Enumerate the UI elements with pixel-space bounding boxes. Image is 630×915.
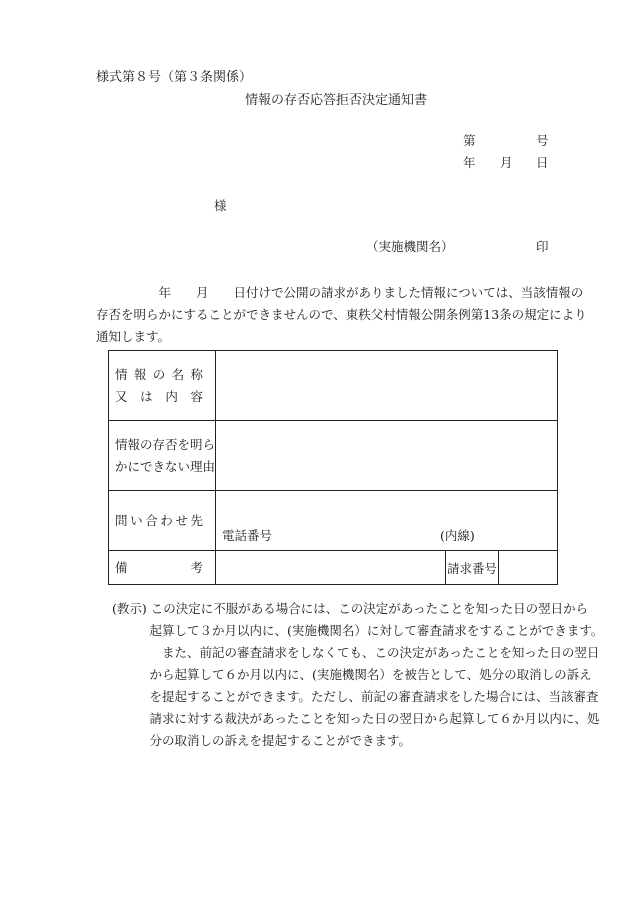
request-number-field[interactable] [499, 551, 558, 585]
date-month: 月 [500, 155, 513, 170]
remarks-field[interactable] [216, 551, 446, 585]
table-row-info-name [109, 351, 558, 421]
body-line: 通知します。 [96, 329, 171, 344]
notice-line: 起算して３か月以内に、(実施機関名）に対して審査請求をすることができます。 [112, 623, 604, 638]
notice-line: から起算して６か月以内に、(実施機関名）を被告として、処分の取消しの訴え [112, 667, 592, 682]
table-row-contact [109, 491, 558, 551]
notice-line: を提起することができます。ただし、前記の審査請求をした場合には、当該審査 [112, 689, 599, 704]
remarks-label: 備 考 [109, 551, 216, 585]
phone-label: 電話番号 [222, 528, 273, 543]
contact-label: 問 い 合 わ せ 先 [109, 491, 216, 551]
document-title: 情報の存否応答拒否決定通知書 [245, 93, 428, 108]
info-name-label: 情 報 の 名 称 又 は 内 容 [109, 351, 216, 421]
notice-line: 請求に対する裁決があったことを知った日の翌日から起算して６か月以内に、処 [112, 711, 600, 726]
number-suffix: 号 [536, 133, 549, 148]
notice-line: また、前記の審査請求をしなくても、この決定があったことを知った日の翌日 [112, 645, 600, 660]
form-id: 様式第８号（第３条関係） [96, 70, 253, 85]
info-name-field[interactable] [216, 351, 558, 421]
date-year: 年 [463, 155, 476, 170]
contact-field[interactable] [216, 491, 558, 551]
notice-line: 分の取消しの訴えを提起することができます。 [112, 733, 412, 748]
reason-field[interactable] [216, 421, 558, 491]
body-line: 年 月 日付けで公開の請求がありました情報については、当該情報の [96, 285, 584, 300]
addressee-suffix: 様 [214, 198, 227, 213]
date-day: 日 [536, 155, 549, 170]
request-number-label: 請求番号 [446, 551, 499, 585]
issuer-name: （実施機関名） [366, 239, 454, 254]
notice-line: (教示) この決定に不服がある場合には、この決定があったことを知った日の翌日から [112, 601, 589, 616]
table-row-reason [109, 421, 558, 491]
body-line: 存否を明らかにすることができませんので、東秩父村情報公開条例第13条の規定により [96, 307, 587, 322]
appeal-notice [112, 598, 604, 752]
body-paragraph [96, 282, 586, 348]
extension-label: (内線) [440, 528, 475, 543]
number-prefix: 第 [463, 133, 476, 148]
seal-mark: 印 [536, 239, 549, 254]
table-row-remarks [109, 551, 558, 585]
info-table [108, 350, 558, 585]
reason-label: 情報の存否を明ら かにできない理由 [109, 421, 216, 491]
